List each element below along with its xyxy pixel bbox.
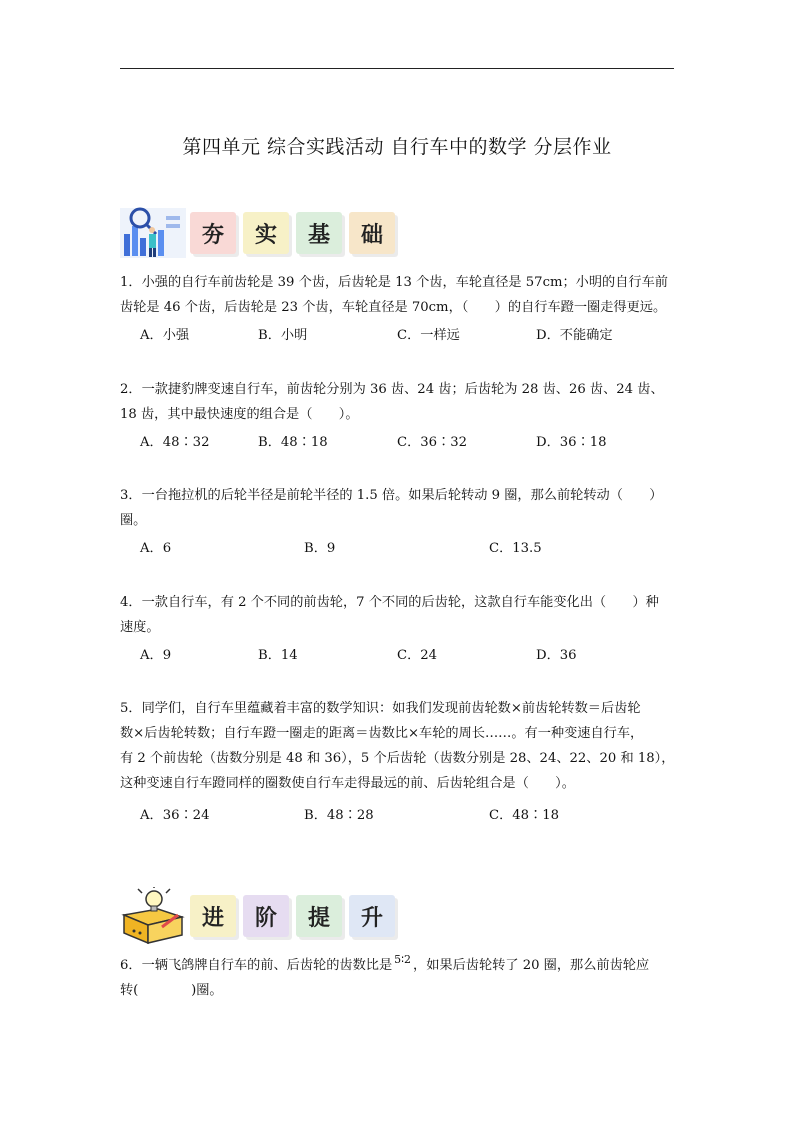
question-5-line-4: 这种变速自行车蹬同样的圈数使自行车走得最远的前、后齿轮组合是（ ）。	[120, 776, 575, 791]
question-1-line-2: 齿轮是 46 个齿，后齿轮是 23 个齿，车轮直径是 70cm，（ ）的自行车蹬一圈走得更远。	[120, 300, 667, 315]
section-char-3: 基	[296, 212, 342, 254]
option-d[interactable]: D．不能确定	[536, 328, 613, 343]
question-4-options	[140, 645, 680, 667]
option-a[interactable]: A．9	[140, 648, 172, 663]
option-c[interactable]: C．48∶18	[489, 808, 560, 823]
section-char-1: 进	[190, 895, 236, 937]
question-5-line-1: 5．同学们，自行车里蕴藏着丰富的数学知识：如我们发现前齿轮数×前齿轮转数＝后齿轮	[120, 701, 641, 716]
question-6-text-after: ，如果后齿轮转了 20 圈，那么前齿轮应	[413, 958, 650, 973]
question-3-line-1: 3．一台拖拉机的后轮半径是前轮半径的 1.5 倍。如果后轮转动 9 圈，那么前轮转动（ ）	[120, 488, 663, 503]
header-rule	[120, 68, 674, 69]
option-b[interactable]: B．9	[304, 541, 336, 556]
question-1-line-1: 1．小强的自行车前齿轮是 39 个齿，后齿轮是 13 个齿，车轮直径是 57cm；小明的自行车前	[120, 275, 668, 290]
question-2	[120, 377, 674, 427]
option-a[interactable]: A．小强	[140, 328, 190, 343]
option-c[interactable]: C．一样远	[397, 328, 460, 343]
section-banner-basic	[118, 204, 418, 262]
question-5-options	[140, 805, 680, 827]
question-4	[120, 590, 674, 640]
option-a[interactable]: A．48∶32	[140, 435, 210, 450]
section-char-3: 提	[296, 895, 342, 937]
section-char-4: 升	[349, 895, 395, 937]
option-d[interactable]: D．36	[536, 648, 577, 663]
question-6-text-before: 6．一辆飞鸽牌自行车的前、后齿轮的齿数比是	[120, 958, 393, 973]
question-6-line-1	[120, 953, 674, 978]
question-5-line-2: 数×后齿轮转数；自行车蹬一圈走的距离＝齿数比×车轮的周长……。有一种变速自行车，	[120, 726, 644, 741]
page-title: 第四单元 综合实践活动 自行车中的数学 分层作业	[182, 136, 612, 158]
question-6-line-2: 转( )圈。	[120, 983, 223, 998]
option-d[interactable]: D．36∶18	[536, 435, 607, 450]
option-a[interactable]: A．36∶24	[140, 808, 210, 823]
question-6	[120, 953, 674, 1003]
section-char-4: 础	[349, 212, 395, 254]
option-b[interactable]: B．14	[258, 648, 298, 663]
magnifier-chart-icon	[118, 204, 190, 262]
question-1	[120, 270, 674, 320]
question-3-line-2: 圈。	[120, 513, 147, 528]
question-2-line-2: 18 齿，其中最快速度的组合是（ ）。	[120, 407, 359, 422]
option-b[interactable]: B．48∶18	[258, 435, 328, 450]
option-c[interactable]: C．36∶32	[397, 435, 468, 450]
question-3-options	[140, 538, 680, 560]
lightbulb-box-icon	[118, 887, 190, 945]
option-c[interactable]: C．13.5	[489, 541, 542, 556]
question-5-line-3: 有 2 个前齿轮（齿数分别是 48 和 36），5 个后齿轮（齿数分别是 28、24、22、20 和 18），	[120, 751, 675, 766]
section-char-2: 实	[243, 212, 289, 254]
question-4-line-2: 速度。	[120, 620, 160, 635]
section-char-2: 阶	[243, 895, 289, 937]
question-1-options	[140, 325, 680, 347]
option-c[interactable]: C．24	[397, 648, 438, 663]
question-6-ratio: 5∶2	[394, 953, 412, 966]
question-2-options	[140, 432, 680, 454]
option-b[interactable]: B．48∶28	[304, 808, 374, 823]
question-2-line-1: 2．一款捷豹牌变速自行车，前齿轮分别为 36 齿、24 齿；后齿轮为 28 齿、26 齿、24 齿、	[120, 382, 664, 397]
question-4-line-1: 4．一款自行车，有 2 个不同的前齿轮，7 个不同的后齿轮，这款自行车能变化出（ ）种	[120, 595, 659, 610]
section-char-1: 夯	[190, 212, 236, 254]
option-b[interactable]: B．小明	[258, 328, 308, 343]
section-banner-advanced	[118, 887, 418, 945]
question-5	[120, 696, 674, 796]
option-a[interactable]: A．6	[140, 541, 172, 556]
question-3	[120, 483, 674, 533]
